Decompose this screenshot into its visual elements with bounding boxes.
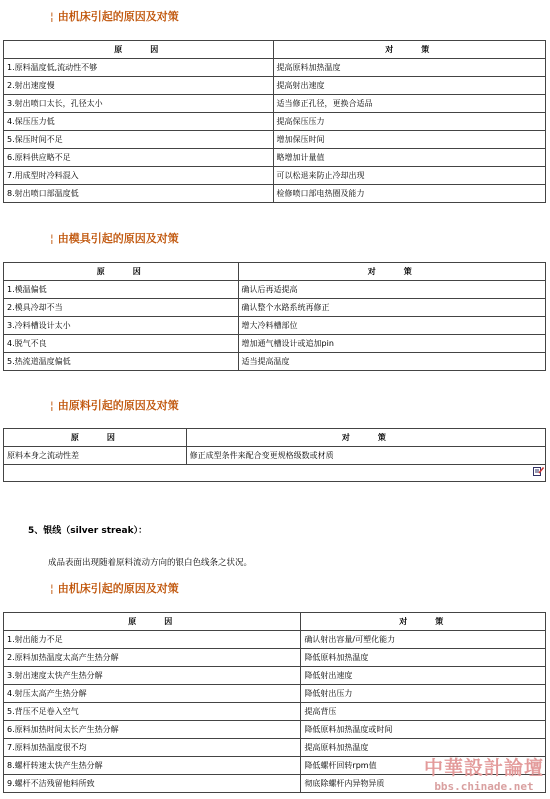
cause-cell: 8.螺杆转速太快产生热分解 <box>4 757 301 775</box>
header-cause: 原 因 <box>4 263 239 281</box>
solution-cell: 提高保压压力 <box>273 113 546 131</box>
solution-cell: 降低原料加热温度 <box>301 649 546 667</box>
section-heading-material: ¦ 由原料引起的原因及对策 <box>50 399 179 412</box>
table-row <box>4 77 546 95</box>
cause-cell: 1.模温偏低 <box>4 281 239 299</box>
solution-cell: 确认射出容量/可塑化能力 <box>301 631 546 649</box>
table-row <box>4 95 546 113</box>
table-row <box>4 299 546 317</box>
table-row <box>4 631 546 649</box>
heading-bar-icon: ¦ <box>50 232 54 245</box>
cause-cell: 9.螺杆不洁残留他料所致 <box>4 775 301 793</box>
heading-bar-icon: ¦ <box>50 10 54 23</box>
solution-cell: 增加保压时间 <box>273 131 546 149</box>
table-row <box>4 113 546 131</box>
edit-icon[interactable] <box>533 466 544 476</box>
cause-cell: 7.原料加热温度很不均 <box>4 739 301 757</box>
header-solution: 对 策 <box>238 263 545 281</box>
table-row <box>4 649 546 667</box>
table-row <box>4 667 546 685</box>
solution-cell: 修正成型条件来配合变更规格级数或材质 <box>186 447 545 465</box>
cause-cell: 4.保压压力低 <box>4 113 274 131</box>
solution-cell: 可以松退来防止冷却出现 <box>273 167 546 185</box>
cause-cell: 1.原料温度低,流动性不够 <box>4 59 274 77</box>
header-solution: 对 策 <box>186 429 545 447</box>
solution-cell: 增大冷料槽部位 <box>238 317 545 335</box>
solution-cell: 降低射出速度 <box>301 667 546 685</box>
table-row <box>4 167 546 185</box>
cause-cell: 3.冷料槽设计太小 <box>4 317 239 335</box>
table-row <box>4 59 546 77</box>
defect-description: 成品表面出现随着原料流动方向的银白色线条之状况。 <box>48 558 253 568</box>
table-row <box>4 317 546 335</box>
table-row <box>4 149 546 167</box>
table-row <box>4 721 546 739</box>
table-row <box>4 185 546 203</box>
cause-cell: 6.原料供应略不足 <box>4 149 274 167</box>
section-heading-machine-silver: ¦ 由机床引起的原因及对策 <box>50 582 179 595</box>
cause-cell: 2.射出速度慢 <box>4 77 274 95</box>
table-row <box>4 703 546 721</box>
header-cause: 原 因 <box>4 41 274 59</box>
cause-cell: 5.背压不足卷入空气 <box>4 703 301 721</box>
solution-cell: 提高射出速度 <box>273 77 546 95</box>
table-header-row <box>4 613 546 631</box>
cause-cell: 3.射出速度太快产生热分解 <box>4 667 301 685</box>
table-row <box>4 335 546 353</box>
solution-cell: 彻底除螺杆内异物异质 <box>301 775 546 793</box>
solution-cell: 适当提高温度 <box>238 353 545 371</box>
cause-cell: 3.射出喷口太长，孔径太小 <box>4 95 274 113</box>
header-solution: 对 策 <box>273 41 546 59</box>
cause-cell: 5.热流道温度偏低 <box>4 353 239 371</box>
solution-cell: 提高背压 <box>301 703 546 721</box>
solution-cell: 降低原料加热温度或时间 <box>301 721 546 739</box>
cause-cell: 8.射出喷口部温度低 <box>4 185 274 203</box>
table-footer-bar <box>3 463 546 482</box>
cause-cell: 6.原料加热时间太长产生热分解 <box>4 721 301 739</box>
heading-bar-icon: ¦ <box>50 399 54 412</box>
table-header-row <box>4 41 546 59</box>
solution-cell: 略增加计量值 <box>273 149 546 167</box>
table-header-row <box>4 263 546 281</box>
table-row <box>4 447 546 465</box>
cause-cell: 1.射出能力不足 <box>4 631 301 649</box>
table-header-row <box>4 429 546 447</box>
section-heading-mold: ¦ 由模具引起的原因及对策 <box>50 232 179 245</box>
mold-causes-table <box>3 262 546 371</box>
cause-cell: 2.原料加热温度太高产生热分解 <box>4 649 301 667</box>
cause-cell: 2.模具冷却不当 <box>4 299 239 317</box>
solution-cell: 检修喷口部电热圈及能力 <box>273 185 546 203</box>
header-solution: 对 策 <box>301 613 546 631</box>
cause-cell: 4.射压太高产生热分解 <box>4 685 301 703</box>
heading-bar-icon: ¦ <box>50 582 54 595</box>
site-watermark: 中華設計論壇 bbs.chinade.net <box>423 757 544 793</box>
solution-cell: 降低螺杆回转rpm值 <box>301 757 546 775</box>
header-cause: 原 因 <box>4 429 187 447</box>
cause-cell: 4.脱气不良 <box>4 335 239 353</box>
solution-cell: 适当修正孔径，更换合适品 <box>273 95 546 113</box>
material-causes-table <box>3 428 546 465</box>
cause-cell: 5.保压时间不足 <box>4 131 274 149</box>
defect-title: 5、银线（silver streak）： <box>28 526 148 536</box>
table-row <box>4 281 546 299</box>
solution-cell: 提高原料加热温度 <box>273 59 546 77</box>
section-heading-machine: ¦ 由机床引起的原因及对策 <box>50 10 179 23</box>
cause-cell: 原料本身之流动性差 <box>4 447 187 465</box>
header-cause: 原 因 <box>4 613 301 631</box>
cause-cell: 7.用成型时冷料混入 <box>4 167 274 185</box>
solution-cell: 提高原料加热温度 <box>301 739 546 757</box>
solution-cell: 增加通气槽设计或追加pin <box>238 335 545 353</box>
table-row <box>4 131 546 149</box>
table-row <box>4 685 546 703</box>
solution-cell: 确认整个水路系统再修正 <box>238 299 545 317</box>
solution-cell: 降低射出压力 <box>301 685 546 703</box>
table-row <box>4 353 546 371</box>
solution-cell: 确认后再适提高 <box>238 281 545 299</box>
machine-causes-table <box>3 40 546 203</box>
